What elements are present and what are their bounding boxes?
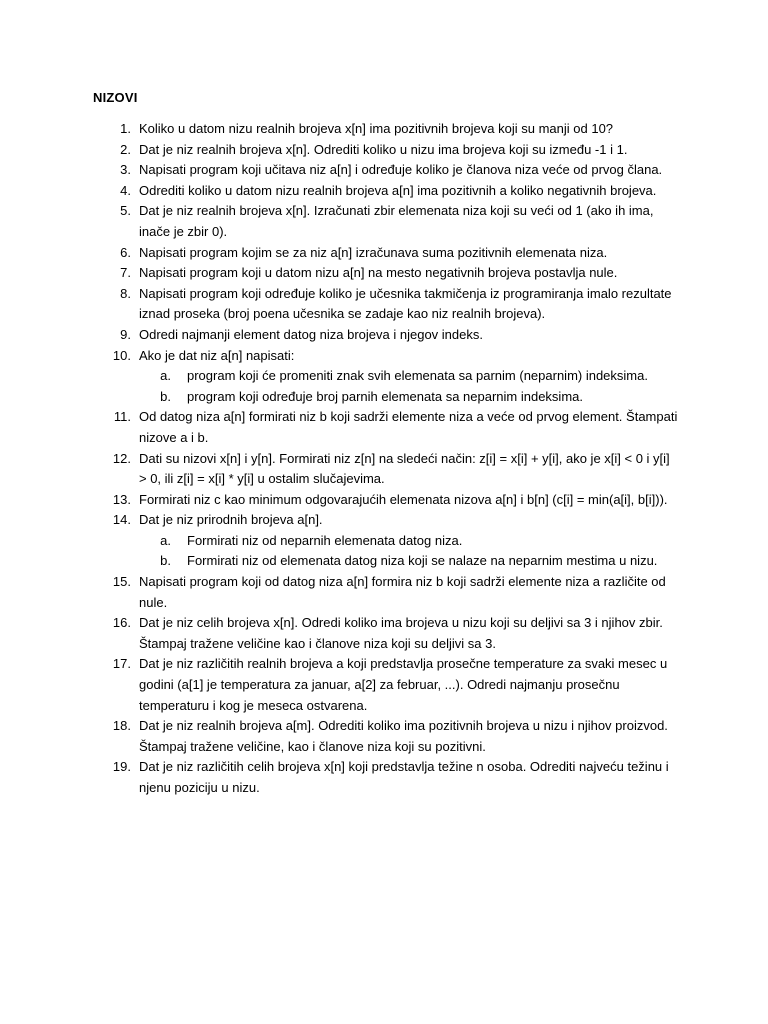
item-text: Od datog niza a[n] formirati niz b koji sadrži elemente niza a veće od prvog element. Štampati nizove a i b. bbox=[139, 409, 678, 445]
item-number: 4. bbox=[120, 182, 131, 198]
list-item bbox=[108, 490, 680, 511]
item-text: Ako je dat niz a[n] napisati: bbox=[139, 347, 295, 363]
sub-item bbox=[147, 531, 680, 552]
item-text: Napisati program kojim se za niz a[n] izračunava suma pozitivnih elemenata niza. bbox=[139, 244, 608, 260]
item-number: 2. bbox=[120, 141, 131, 157]
item-text: Odrediti koliko u datom nizu realnih brojeva a[n] ima pozitivnih a koliko negativnih brojeva. bbox=[139, 182, 657, 198]
list-item bbox=[108, 654, 680, 716]
list-item bbox=[108, 572, 680, 613]
list-item bbox=[108, 449, 680, 490]
item-text: Formirati niz c kao minimum odgovarajućih elemenata nizova a[n] i b[n] (c[i] = min(a[i], b[i])). bbox=[139, 491, 668, 507]
sub-item-letter: a. bbox=[160, 368, 171, 384]
item-number: 17. bbox=[112, 656, 131, 672]
item-text: Dat je niz realnih brojeva x[n]. Izračunati zbir elemenata niza koji su veći od 1 (ako ih ima, inače je zbir 0). bbox=[139, 203, 654, 239]
item-number: 5. bbox=[120, 203, 131, 219]
item-text: Dat je niz realnih brojeva a[m]. Odrediti koliko ima pozitivnih brojeva u nizu i njihov proizvod. Štampaj tražene veličine, kao i članove niza koji su pozitivni. bbox=[139, 718, 668, 754]
exercise-list bbox=[108, 119, 680, 799]
list-item bbox=[108, 263, 680, 284]
sub-item-letter: a. bbox=[160, 532, 171, 548]
item-number: 13. bbox=[112, 491, 131, 507]
item-number: 19. bbox=[112, 759, 131, 775]
list-item bbox=[108, 407, 680, 448]
item-number: 8. bbox=[120, 285, 131, 301]
list-item bbox=[108, 325, 680, 346]
list-item bbox=[108, 201, 680, 242]
item-text: Dat je niz realnih brojeva x[n]. Odrediti koliko u nizu ima brojeva koji su između -1 i 1. bbox=[139, 141, 628, 157]
list-item bbox=[108, 510, 680, 531]
item-number: 7. bbox=[120, 265, 131, 281]
item-text: Dat je niz različitih realnih brojeva a koji predstavlja prosečne temperature za svaki mesec u godini (a[1] je temperatura za januar, a[2] za februar, ...). Odredi najmanju prosečnu temperaturu i kog je meseca ostvarena. bbox=[139, 656, 668, 713]
item-number: 1. bbox=[120, 121, 131, 136]
item-text: Dati su nizovi x[n] i y[n]. Formirati niz z[n] na sledeći način: z[i] = x[i] + y[i], ako je x[i] < 0 i y[i] > 0, ili z[i] = x[i] * y[i] u ostalim slučajevima. bbox=[139, 450, 670, 487]
item-text: Napisati program koji u datom nizu a[n] na mesto negativnih brojeva postavlja nule. bbox=[139, 265, 618, 281]
item-text: Napisati program koji određuje koliko je učesnika takmičenja iz programiranja imalo rezultate iznad proseka (broj poena učesnika se zadaje kao niz realnih brojeva). bbox=[139, 285, 672, 322]
item-number: 10. bbox=[112, 347, 131, 363]
item-text: Dat je niz celih brojeva x[n]. Odredi koliko ima brojeva u nizu koji su deljivi sa 3 i njihov zbir. Štampaj tražene veličine kao i članove niza koji su deljivi sa 3. bbox=[139, 615, 663, 651]
item-text: Odredi najmanji element datog niza brojeva i njegov indeks. bbox=[139, 326, 483, 342]
list-item bbox=[108, 613, 680, 654]
sub-item-letter: b. bbox=[160, 388, 171, 404]
item-text: Napisati program koji učitava niz a[n] i određuje koliko je članova niza veće od prvog člana. bbox=[139, 162, 663, 178]
item-number: 16. bbox=[112, 615, 131, 631]
sub-item-text: program koji će promeniti znak svih elemenata sa parnim (neparnim) indeksima. bbox=[187, 368, 648, 384]
item-text: Dat je niz različitih celih brojeva x[n] koji predstavlja težine n osoba. Odrediti najveću težinu i njenu poziciju u nizu. bbox=[139, 759, 669, 795]
list-item bbox=[108, 284, 680, 325]
sub-item-text: Formirati niz od elemenata datog niza koji se nalaze na neparnim mestima u nizu. bbox=[187, 553, 658, 569]
list-item bbox=[108, 243, 680, 264]
document-title: NIZOVI bbox=[93, 90, 138, 105]
item-text: Napisati program koji od datog niza a[n] formira niz b koji sadrži elemente niza a različite od nule. bbox=[139, 574, 666, 610]
item-number: 15. bbox=[112, 574, 131, 590]
item-number: 18. bbox=[112, 718, 131, 734]
item-number: 6. bbox=[120, 244, 131, 260]
list-item bbox=[108, 119, 680, 140]
item-number: 14. bbox=[112, 512, 131, 528]
item-number: 3. bbox=[120, 162, 131, 178]
sub-item bbox=[147, 551, 680, 572]
sub-item-text: Formirati niz od neparnih elemenata datog niza. bbox=[187, 532, 463, 548]
item-number: 9. bbox=[120, 326, 131, 342]
item-text: Koliko u datom nizu realnih brojeva x[n] ima pozitivnih brojeva koji su manji od 10? bbox=[139, 121, 614, 136]
sub-item-letter: b. bbox=[160, 553, 171, 569]
list-item bbox=[108, 181, 680, 202]
item-text: Dat je niz prirodnih brojeva a[n]. bbox=[139, 512, 323, 528]
sub-item-text: program koji određuje broj parnih elemenata sa neparnim indeksima. bbox=[187, 388, 583, 404]
sub-item bbox=[147, 366, 680, 387]
list-item bbox=[108, 346, 680, 367]
list-item bbox=[108, 160, 680, 181]
item-number: 11. bbox=[113, 409, 131, 425]
item-number: 12. bbox=[112, 450, 131, 466]
list-item bbox=[108, 716, 680, 757]
list-item bbox=[108, 140, 680, 161]
sub-item bbox=[147, 387, 680, 408]
list-item bbox=[108, 757, 680, 798]
